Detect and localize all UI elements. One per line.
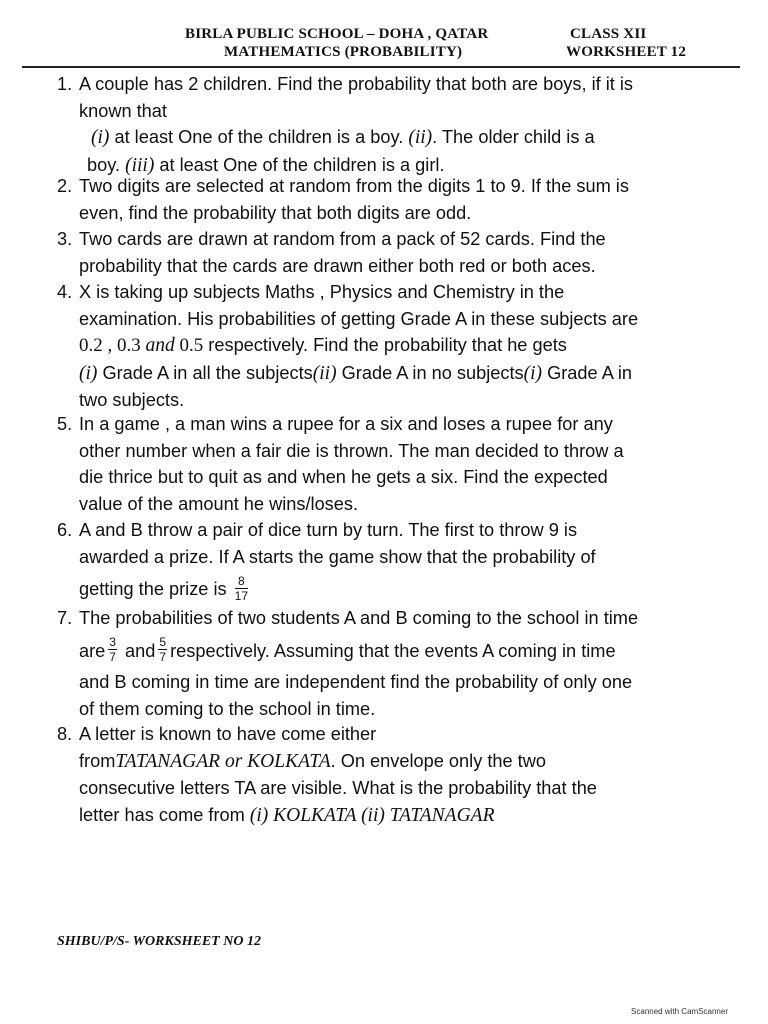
question-6: 6. A and B throw a pair of dice turn by turn. The first to throw 9 is awarded a prize. If A starts the game show that the probability of getting the prize is $\frac{8}{17}$ xyxy=(57,517,596,604)
fraction-8-17: $\frac{8}{17}$ xyxy=(234,573,249,603)
subject-title: MATHEMATICS (PROBABILITY) xyxy=(224,44,463,60)
question-4: 4. X is taking up subjects Maths , Physics and Chemistry in the examination. His probabilities of getting Grade A in these subjects are 0.2 , 0.3 and 0.5 respectively. Find the probability that he gets (i) Grade A in all the subjects(ii) Grade A in no subjects(i) Grade A in two subjects. xyxy=(57,279,638,414)
question-number: 5. xyxy=(57,414,73,434)
question-3: 3. Two cards are drawn at random from a pack of 52 cards. Find the probability that the cards are drawn either both red or both aces. xyxy=(57,226,606,279)
fraction-5-7: $\frac{5}{7}$ xyxy=(159,635,167,665)
question-number: 6. xyxy=(57,520,73,540)
question-2: 2. Two digits are selected at random from the digits 1 to 9. If the sum is even, find the probability that both digits are odd. xyxy=(57,173,629,226)
question-8: 8. A letter is known to have come either fromTATANAGAR or KOLKATA. On envelope only the two consecutive letters TA are visible. What is the probability that the letter has come from (i) KOLKATA (ii) TATANAGAR xyxy=(57,721,597,829)
question-5: 5. In a game , a man wins a rupee for a six and loses a rupee for any other number when a fair die is thrown. The man decided to throw a die thrice but to quit as and when he gets a six. Find the expected value of the amount he wins/loses. xyxy=(57,411,624,517)
question-number: 2. xyxy=(57,176,73,196)
header-divider xyxy=(22,66,740,68)
question-number: 4. xyxy=(57,282,73,302)
question-number: 7. xyxy=(57,608,73,628)
scanner-watermark: Scanned with CamScanner xyxy=(631,1007,728,1016)
question-7: 7. The probabilities of two students A and B coming to the school in time are $\frac{3}{7}$ and $\frac{5}{7}$ respectively. Assuming that the events A coming in time and B coming in time are independent find the probability of only one of them coming to the school in time. xyxy=(57,605,638,722)
worksheet-footer: SHIBU/P/S- WORKSHEET NO 12 xyxy=(57,934,261,949)
question-number: 1. xyxy=(57,74,73,94)
question-1: 1. A couple has 2 children. Find the probability that both are boys, if it is known that (i) at least One of the children is a boy. (ii). The older child is a boy. (iii) at least One of the children is a girl. xyxy=(57,71,633,179)
class-label: CLASS XII xyxy=(570,26,647,42)
worksheet-number: WORKSHEET 12 xyxy=(566,44,687,60)
question-number: 3. xyxy=(57,229,73,249)
school-name: BIRLA PUBLIC SCHOOL – DOHA , QATAR xyxy=(185,26,489,42)
fraction-3-7: $\frac{3}{7}$ xyxy=(109,635,116,665)
question-number: 8. xyxy=(57,724,73,744)
